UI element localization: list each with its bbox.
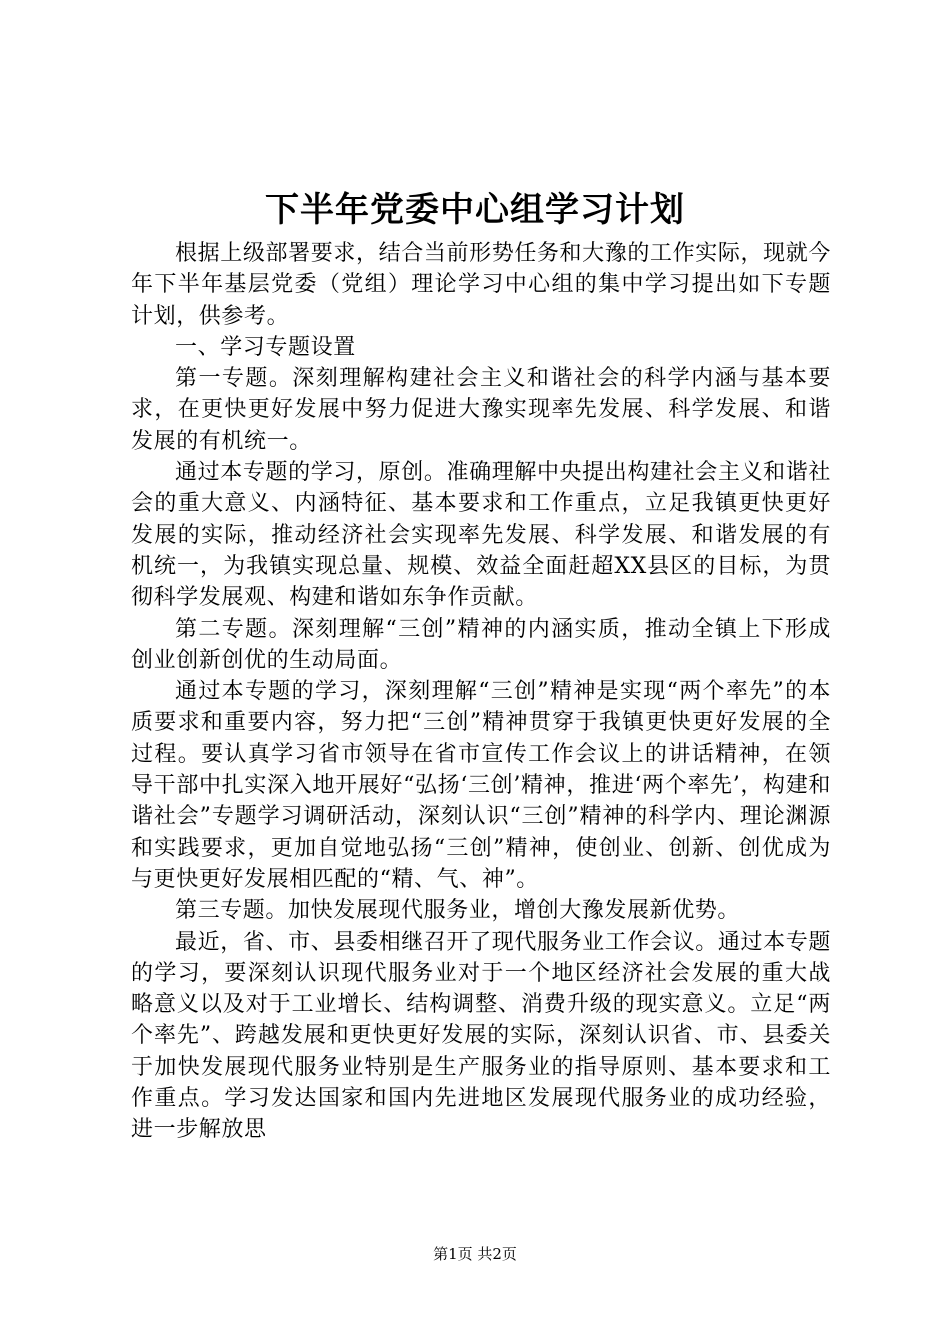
section-heading: 一、学习专题设置 — [175, 334, 356, 360]
document-body — [131, 238, 831, 1146]
paragraph-topic-3-detail: 最近，省、市、县委相继召开了现代服务业工作会议。通过本专题的学习，要深刻认识现代服务业对于一个地区经济社会发展的重大战略意义以及对于工业增长、结构调整、消费升级的现实意义。立足“两个率先”、跨越发展和更快更好发展的实际，深刻认识省、市、县委关于加快发展现代服务业特别是生产服务业的指导原则、基本要求和工作重点。学习发达国家和国内先进地区发展现代服务业的成功经验，进一步解放思 — [131, 929, 831, 1143]
paragraph-intro: 根据上级部署要求，结合当前形势任务和大豫的工作实际，现就今年下半年基层党委（党组）理论学习中心组的集中学习提出如下专题计划，供参考。 — [131, 241, 831, 329]
paragraph-topic-2-detail: 通过本专题的学习，深刻理解“三创”精神是实现“两个率先”的本质要求和重要内容，努力把“三创”精神贯穿于我镇更快更好发展的全过程。要认真学习省市领导在省市宣传工作会议上的讲话精神，在领导干部中扎实深入地开展好“弘扬‘三创’精神，推进‘两个率先’，构建和谐社会”专题学习调研活动，深刻认识“三创”精神的科学内、理论渊源和实践要求，更加自觉地弘扬“三创”精神，使创业、创新、创优成为与更快更好发展相匹配的“精、气、神”。 — [131, 679, 831, 892]
page-number-footer: 第1页 共2页 — [433, 1245, 517, 1263]
paragraph-topic-1-detail: 通过本专题的学习，原创。准确理解中央提出构建社会主义和谐社会的重大意义、内涵特征、基本要求和工作重点，立足我镇更快更好发展的实际，推动经济社会实现率先发展、科学发展、和谐发展的有机统一，为我镇实现总量、规模、效益全面赶超XX县区的目标，为贯彻科学发展观、构建和谐如东争作贡献。 — [131, 460, 831, 611]
page-title: 下半年党委中心组学习计划 — [265, 190, 685, 230]
paragraph-topic-3: 第三专题。加快发展现代服务业，增创大豫发展新优势。 — [175, 898, 741, 924]
paragraph-topic-2: 第二专题。深刻理解“三创”精神的内涵实质，推动全镇上下形成创业创新创优的生动局面。 — [131, 616, 831, 673]
paragraph-topic-1: 第一专题。深刻理解构建社会主义和谐社会的科学内涵与基本要求，在更快更好发展中努力促进大豫实现率先发展、科学发展、和谐发展的有机统一。 — [131, 366, 831, 454]
